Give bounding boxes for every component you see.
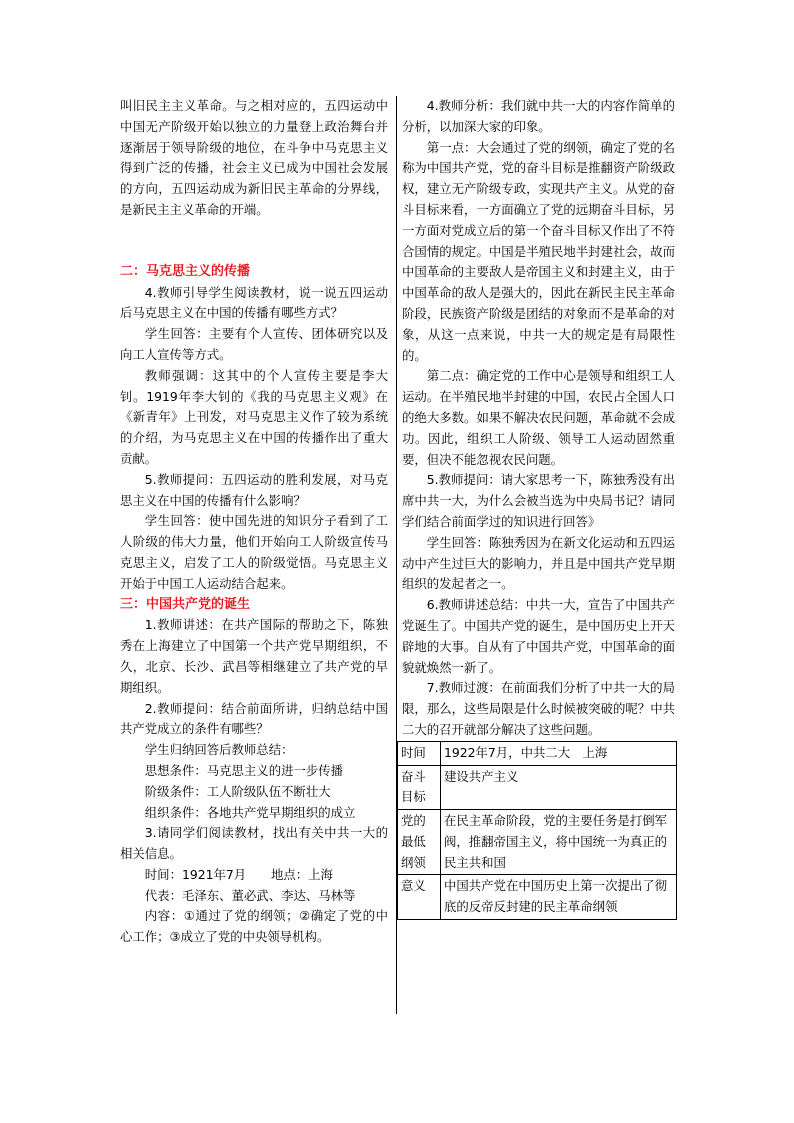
condition-item: 组织条件：各地共产党早期组织的成立 bbox=[144, 804, 356, 820]
table-row bbox=[398, 875, 677, 920]
paragraph: 教师强调：这其中的个人宣传主要是李大钊。1919年李大钊的《我的马克思主义观》在《新青年》上刊发，对马克思主义作了较为系统的介绍，为马克思主义在中国的传播作出了重大贡献。 bbox=[120, 367, 388, 466]
row-label: 时间 bbox=[398, 741, 441, 765]
row-value: 1922年7月，中共二大 上海 bbox=[441, 741, 677, 765]
row-value: 中国共产党在中国历史上第一次提出了彻底的反帝反封建的民主革命纲领 bbox=[441, 875, 677, 920]
condition-item: 思想条件：马克思主义的进一步传播 bbox=[144, 762, 344, 778]
second-congress-table bbox=[397, 741, 677, 920]
paragraph: 3.请同学们阅读教材，找出有关中共一大的相关信息。 bbox=[120, 825, 388, 862]
paragraph: 第一点：大会通过了党的纲领，确定了党的名称为中国共产党，党的奋斗目标是推翻资产阶级政权，建立无产阶级专政，实现共产主义。从党的奋斗目标来看，一方面确立了党的远期奋斗目标，另一方面对党成立后的第一个奋斗目标又作出了不符合国情的规定。中国是半殖民地半封建社会，故而中国革命的主要敌人是帝国主义和封建主义，由于中国革命的敌人是强大的，因此在新民主民主革命阶段，民族资产阶级是团结的对象而不是革命的对象，从这一点来说，中共一大的规定是有局限性的。 bbox=[402, 139, 675, 363]
paragraph: 7.教师过渡：在前面我们分析了中共一大的局限，那么，这些局限是什么时候被突破的呢？中共二大的召开就部分解决了这些问题。 bbox=[402, 680, 675, 737]
paragraph: 5.教师提问：五四运动的胜利发展，对马克思主义在中国的传播有什么影响？ bbox=[120, 471, 388, 508]
intro-paragraph: 叫旧民主主义革命。与之相对应的，五四运动中中国无产阶级开始以独立的力量登上政治舞台并逐渐居于领导阶级的地位，在斗争中马克思主义得到广泛的传播，社会主义已成为中国社会发展的方向，五四运动成为新旧民主革命的分界线，是新民主主义革命的开端。 bbox=[120, 98, 388, 217]
paragraph: 5.教师提问：请大家思考一下，陈独秀没有出席中共一大，为什么会被当选为中央局书记？请同学们结合前面学过的知识进行回答》 bbox=[402, 472, 675, 529]
section-3-heading: 三：中国共产党的诞生 bbox=[120, 596, 251, 612]
row-label: 意义 bbox=[398, 875, 441, 920]
paragraph: 4.教师引导学生阅读教材，说一说五四运动后马克思主义在中国的传播有哪些方式？ bbox=[120, 284, 388, 321]
row-label: 党的最低纲领 bbox=[398, 810, 441, 875]
row-label: 奋斗目标 bbox=[398, 765, 441, 810]
paragraph: 代表：毛泽东、董必武、李达、马林等 bbox=[144, 887, 356, 903]
paragraph: 2.教师提问：结合前面所讲，归纳总结中国共产党成立的条件有哪些？ bbox=[120, 700, 388, 737]
row-value: 建设共产主义 bbox=[441, 765, 677, 810]
paragraph: 学生回答：陈独秀因为在新文化运动和五四运动中产生过巨大的影响力，并且是中国共产党早期组织的发起者之一。 bbox=[402, 534, 675, 592]
paragraph: 学生回答：主要有个人宣传、团体研究以及向工人宣传等方式。 bbox=[120, 326, 388, 362]
paragraph: 1.教师讲述：在共产国际的帮助之下，陈独秀在上海建立了中国第一个共产党早期组织，不久，北京、长沙、武昌等相继建立了共产党的早期组织。 bbox=[120, 617, 388, 695]
condition-item: 阶级条件：工人阶级队伍不断壮大 bbox=[144, 783, 331, 799]
table-row bbox=[398, 741, 677, 765]
paragraph: 6.教师讲述总结：中共一大，宣告了中国共产党诞生了。中国共产党的诞生，是中国历史上开天辟地的大事。自从有了中国共产党，中国革命的面貌就焕然一新了。 bbox=[402, 597, 675, 675]
right-column bbox=[402, 96, 675, 920]
paragraph: 4.教师分析：我们就中共一大的内容作简单的分析，以加深大家的印象。 bbox=[402, 98, 675, 134]
paragraph: 学生回答：使中国先进的知识分子看到了工人阶级的伟大力量，他们开始向工人阶级宣传马克思主义，启发了工人的阶级觉悟。马克思主义开始于中国工人运动结合起来。 bbox=[120, 513, 388, 591]
table-row bbox=[398, 765, 677, 810]
paragraph: 内容：①通过了党的纲领；②确定了党的中心工作；③成立了党的中央领导机构。 bbox=[120, 908, 388, 945]
table-row bbox=[398, 810, 677, 875]
row-value: 在民主革命阶段，党的主要任务是打倒军阀，推翻帝国主义，将中国统一为真正的民主共和国 bbox=[441, 810, 677, 875]
paragraph: 学生归纳回答后教师总结： bbox=[144, 742, 294, 758]
paragraph: 时间：1921年7月 地点：上海 bbox=[144, 866, 333, 882]
section-2-heading: 二：马克思主义的传播 bbox=[120, 263, 251, 279]
left-column bbox=[120, 96, 388, 948]
paragraph: 第二点：确定党的工作中心是领导和组织工人运动。在半殖民地半封建的中国，农民占全国人口的绝大多数。如果不解决农民问题，革命就不会成功。因此，组织工人阶级、领导工人运动固然重要，但决不能忽视农民问题。 bbox=[402, 368, 675, 467]
